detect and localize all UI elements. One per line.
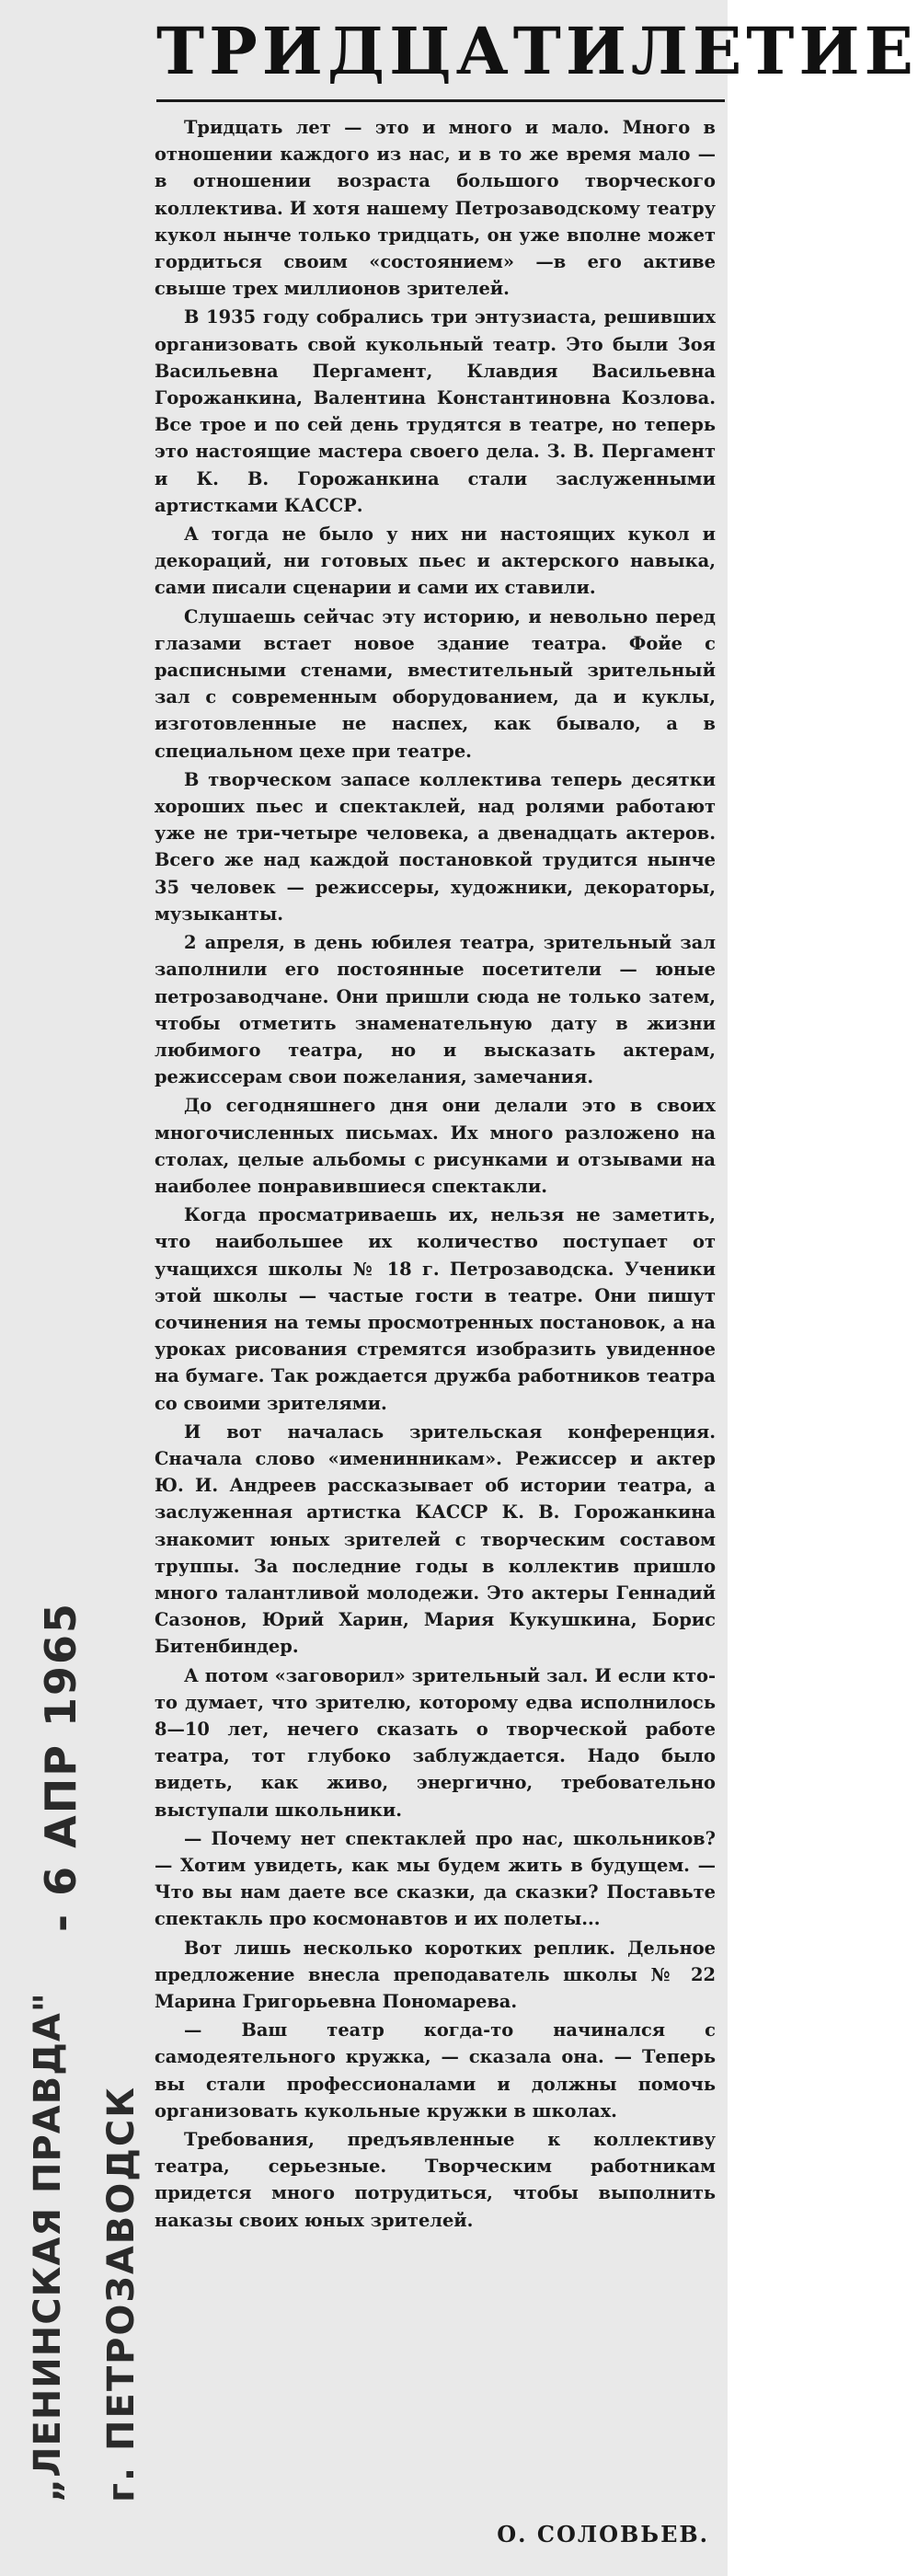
article-title: ТРИДЦАТИЛЕТИЕ — [156, 4, 725, 102]
author-signature: О. СОЛОВЬЕВ. — [497, 2521, 709, 2547]
paragraph: Требования, предъявленные к коллективу театра, серьезные. Творческим работникам придется много потрудиться, чтобы выполнить наказы своих юных зрителей. — [155, 2129, 716, 2231]
stamp-newspaper-name: „ЛЕНИНСКАЯ ПРАВДА" — [27, 1992, 69, 2502]
paragraph: Вот лишь несколько коротких реплик. Дельное предложение внесла преподаватель школы № 22 Марина Григорьевна Пономарева. — [155, 1937, 716, 2013]
paragraph: В творческом запасе коллектива теперь десятки хороших пьес и спектаклей, над ролями работают уже не три-четыре человека, а двенадцать актеров. Всего же над каждой постановкой трудится нынче 35 человек — режиссеры, художники, декораторы, музыканты. — [155, 768, 716, 925]
paragraph: А потом «заговорил» зрительный зал. И если кто-то думает, что зрителю, которому едва исполнилось 8—10 лет, нечего сказать о творческой работе театра, тот глубоко заблуждается. Надо было видеть, как живо, энергично, требовательно выступали школьники. — [155, 1664, 716, 1821]
paragraph: А тогда не было у них ни настоящих кукол и декораций, ни готовых пьес и актерского навыка, сами писали сценарии и сами их ставили. — [155, 523, 716, 599]
paragraph: Когда просматриваешь их, нельзя не заметить, что наибольшее их количество поступает от учащихся школы № 18 г. Петрозаводска. Ученики этой школы — частые гости в театре. Они пишут сочинения на темы просмотренных постановок, а на уроках рисования стремятся изобразить увиденное на бумаге. Так рождается дружба работников театра со своими зрителями. — [155, 1204, 716, 1414]
stamp-city: г. ПЕТРОЗАВОДСК — [100, 2086, 143, 2502]
paragraph: Слушаешь сейчас эту историю, и невольно перед глазами встает новое здание театра. Фойе с расписными стенами, вместительный зрительный зал с современным оборудованием, да и куклы, изготовленные не наспех, как бывало, а в специальном цехе при театре. — [155, 605, 716, 762]
article-body — [155, 114, 716, 2236]
paragraph: Тридцать лет — это и много и мало. Много в отношении каждого из нас, и в то же время мало — в отношении возраста большого творческого коллектива. И хотя нашему Петрозаводскому театру кукол нынче только тридцать, он уже вполне может гордиться своим «состоянием» —в его активе свыше трех миллионов зрителей. — [155, 117, 716, 300]
paragraph: 2 апреля, в день юбилея театра, зрительный зал заполнили его постоянные посетители — юные петрозаводчане. Они пришли сюда не только затем, чтобы отметить знаменательную дату в жизни любимого театра, но и высказать актерам, режиссерам свои пожелания, замечания. — [155, 932, 716, 1088]
paragraph: И вот началась зрительская конференция. Сначала слово «именинникам». Режиссер и актер Ю. И. Андреев рассказывает об истории театра, а заслуженная артистка КАССР К. В. Горожанкина знакомит юных зрителей с творческим составом труппы. За последние годы в коллектив пришло много талантливой молодежи. Это актеры Геннадий Сазонов, Юрий Харин, Мария Кукушкина, Борис Битенбиндер. — [155, 1420, 716, 1658]
paragraph: — Ваш театр когда-то начинался с самодеятельного кружка, — сказала она. — Теперь вы стали профессионалами и должны помочь организовать кукольные кружки в школах. — [155, 2019, 716, 2122]
article — [147, 0, 918, 2576]
paragraph: В 1935 году собрались три энтузиаста, решивших организовать свой кукольный театр. Это были Зоя Васильевна Пергамент, Клавдия Васильевна Горожанкина, Валентина Константиновна Козлова. Все трое и по сей день трудятся в театре, но теперь это настоящие мастера своего дела. З. В. Пергамент и К. В. Горожанкина стали заслуженными артистками КАССР. — [155, 306, 716, 516]
paragraph: — Почему нет спектаклей про нас, школьников? — Хотим увидеть, как мы будем жить в будущем. — Что вы нам даете все сказки, да сказки? Поставьте спектакль про космонавтов и их полеты... — [155, 1827, 716, 1930]
paragraph: До сегодняшнего дня они делали это в своих многочисленных письмах. Их много разложено на столах, целые альбомы с рисунками и отзывами на наиболее понравившиеся спектакли. — [155, 1095, 716, 1197]
stamp-date: - 6 АПР 1965 — [36, 1602, 86, 1932]
